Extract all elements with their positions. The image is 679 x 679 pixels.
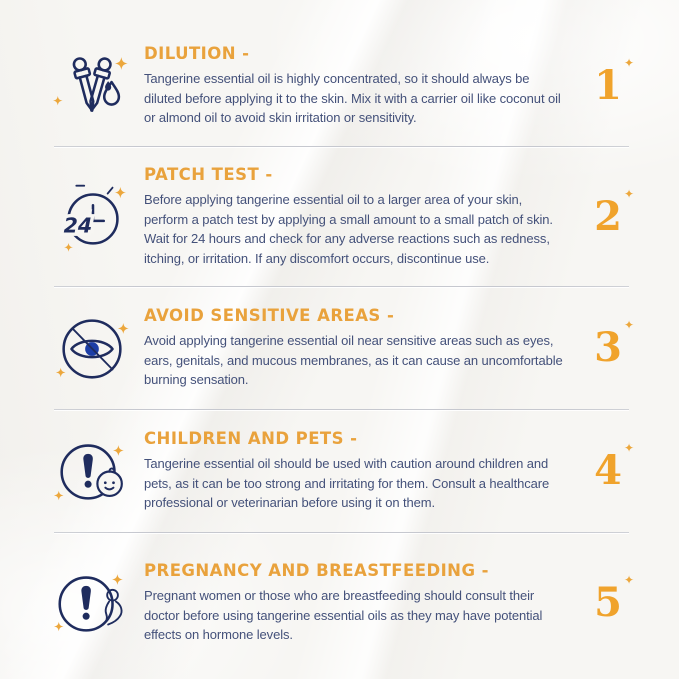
sparkle-icon: ✦: [623, 186, 634, 201]
number-text: 4: [594, 447, 622, 494]
sparkle-icon: ✦: [623, 441, 634, 455]
section-body: Pregnant women or those who are breastfeeding should consult their doctor before using tangerine essential oils as they may have potential effects on hormone levels.: [144, 588, 543, 643]
section-content: [144, 429, 577, 513]
caution-child-icon: [48, 425, 136, 517]
number-text: 1: [594, 62, 622, 109]
section-body: Tangerine essential oil should be used with caution around children and pets, as it can be too strong and irritating for them. Consult a healthcare professional or veterinarian before using it on them.: [144, 456, 550, 511]
section-content: [144, 561, 577, 645]
section-body: Tangerine essential oil is highly concentrated, so it should always be diluted before applying it to the skin. Mix it with a carrier oil like coconut oil or almond oil to avoid skin irritation or sensitivity.: [144, 71, 561, 126]
section-patch-test: [48, 147, 639, 286]
section-title: PATCH TEST -: [144, 165, 273, 184]
section-number: [580, 318, 636, 371]
number-text: 5: [594, 579, 622, 626]
section-pregnancy-and-breastfeeding: [48, 533, 639, 673]
number-text: 2: [594, 192, 622, 240]
section-title: AVOID SENSITIVE AREAS -: [144, 306, 395, 326]
section-body: Before applying tangerine essential oil to a larger area of your skin, perform a patch test by applying a small amount to a small patch of skin. Wait for 24 hours and check for any adverse reactions such as redness, itching, or irritation. If any discomfort occurs, discontinue use.: [144, 192, 553, 266]
sparkle-icon: ✦: [623, 56, 634, 70]
caution-pregnancy-icon: [48, 557, 136, 649]
section-title: PREGNANCY AND BREASTFEEDING -: [144, 561, 489, 581]
section-content: [144, 306, 577, 390]
number-text: 3: [594, 324, 622, 371]
section-number: [580, 441, 636, 494]
section-title: CHILDREN AND PETS -: [144, 429, 358, 449]
section-content: [144, 165, 577, 268]
section-dilution: [48, 26, 639, 146]
dropper-icon: [48, 40, 136, 132]
sparkle-icon: ✦: [623, 573, 634, 587]
24-hour-clock-icon: [48, 171, 136, 263]
section-number: [580, 186, 636, 240]
section-body: Avoid applying tangerine essential oil near sensitive areas such as eyes, ears, genitals, and mucous membranes, as it can cause an uncomfortable burning sensation.: [144, 333, 563, 388]
sparkle-icon: ✦: [623, 318, 634, 332]
section-number: [580, 56, 636, 109]
no-eye-icon: [48, 302, 136, 394]
section-title: DILUTION -: [144, 44, 250, 64]
section-avoid-sensitive-areas: [48, 287, 639, 409]
clock-24-label: 24: [63, 213, 93, 238]
section-children-and-pets: [48, 410, 639, 532]
section-content: [144, 44, 577, 128]
section-number: [580, 573, 636, 626]
